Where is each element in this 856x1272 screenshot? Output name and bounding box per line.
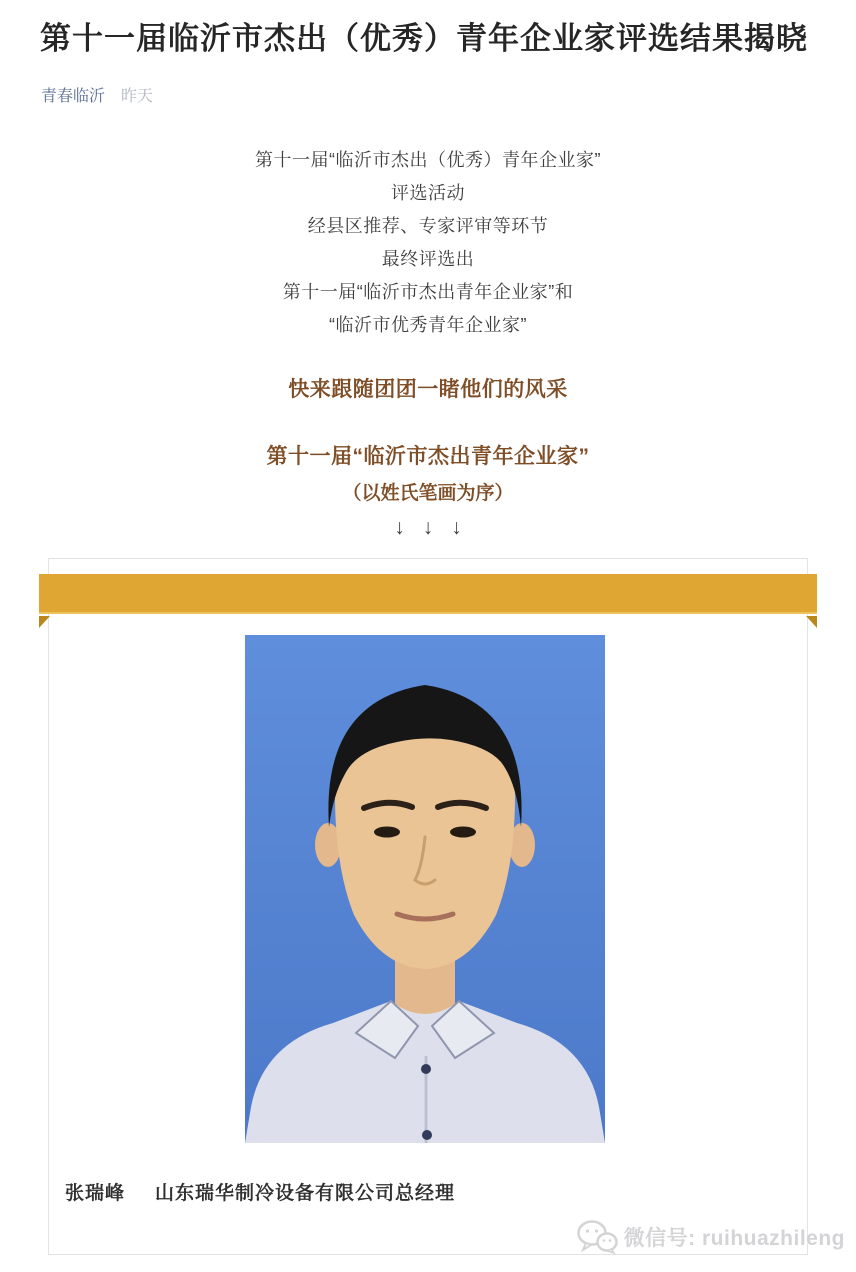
intro-line: 评选活动 xyxy=(391,183,465,203)
account-link[interactable]: 青春临沂 xyxy=(41,88,106,105)
intro-line: 第十一届“临沂市杰出青年企业家”和 xyxy=(282,282,574,302)
photo-caption xyxy=(65,1181,455,1207)
person-name: 张瑞峰 xyxy=(65,1183,126,1204)
section-heading: 第十一届“临沂市杰出青年企业家” xyxy=(266,445,590,468)
article-title: 第十一届临沂市杰出（优秀）青年企业家评选结果揭晓 xyxy=(40,21,808,56)
gold-ribbon xyxy=(39,574,817,614)
portrait-photo[interactable] xyxy=(245,635,605,1143)
article-meta xyxy=(41,86,153,108)
intro-line: “临沂市优秀青年企业家” xyxy=(329,315,527,335)
person-title: 山东瑞华制冷设备有限公司总经理 xyxy=(155,1183,456,1204)
intro-line: 第十一届“临沂市杰出（优秀）青年企业家” xyxy=(255,150,601,170)
ribbon-fold-left-icon xyxy=(39,616,50,628)
wechat-icon xyxy=(576,1219,618,1255)
watermark-text: 微信号: ruihuazhileng xyxy=(623,1227,845,1250)
section-note: （以姓氏笔画为序） xyxy=(342,483,514,504)
watermark xyxy=(576,1219,845,1255)
ribbon-fold-right-icon xyxy=(806,616,817,628)
intro-paragraph xyxy=(0,144,856,342)
intro-line: 最终评选出 xyxy=(381,249,475,269)
intro-line: 经县区推荐、专家评审等环节 xyxy=(307,216,549,236)
publish-date: 昨天 xyxy=(121,88,154,105)
down-arrows-icon: ↓↓↓ xyxy=(394,516,480,539)
profile-card xyxy=(48,558,845,1255)
highlight-line: 快来跟随团团一睹他们的风采 xyxy=(288,378,568,401)
